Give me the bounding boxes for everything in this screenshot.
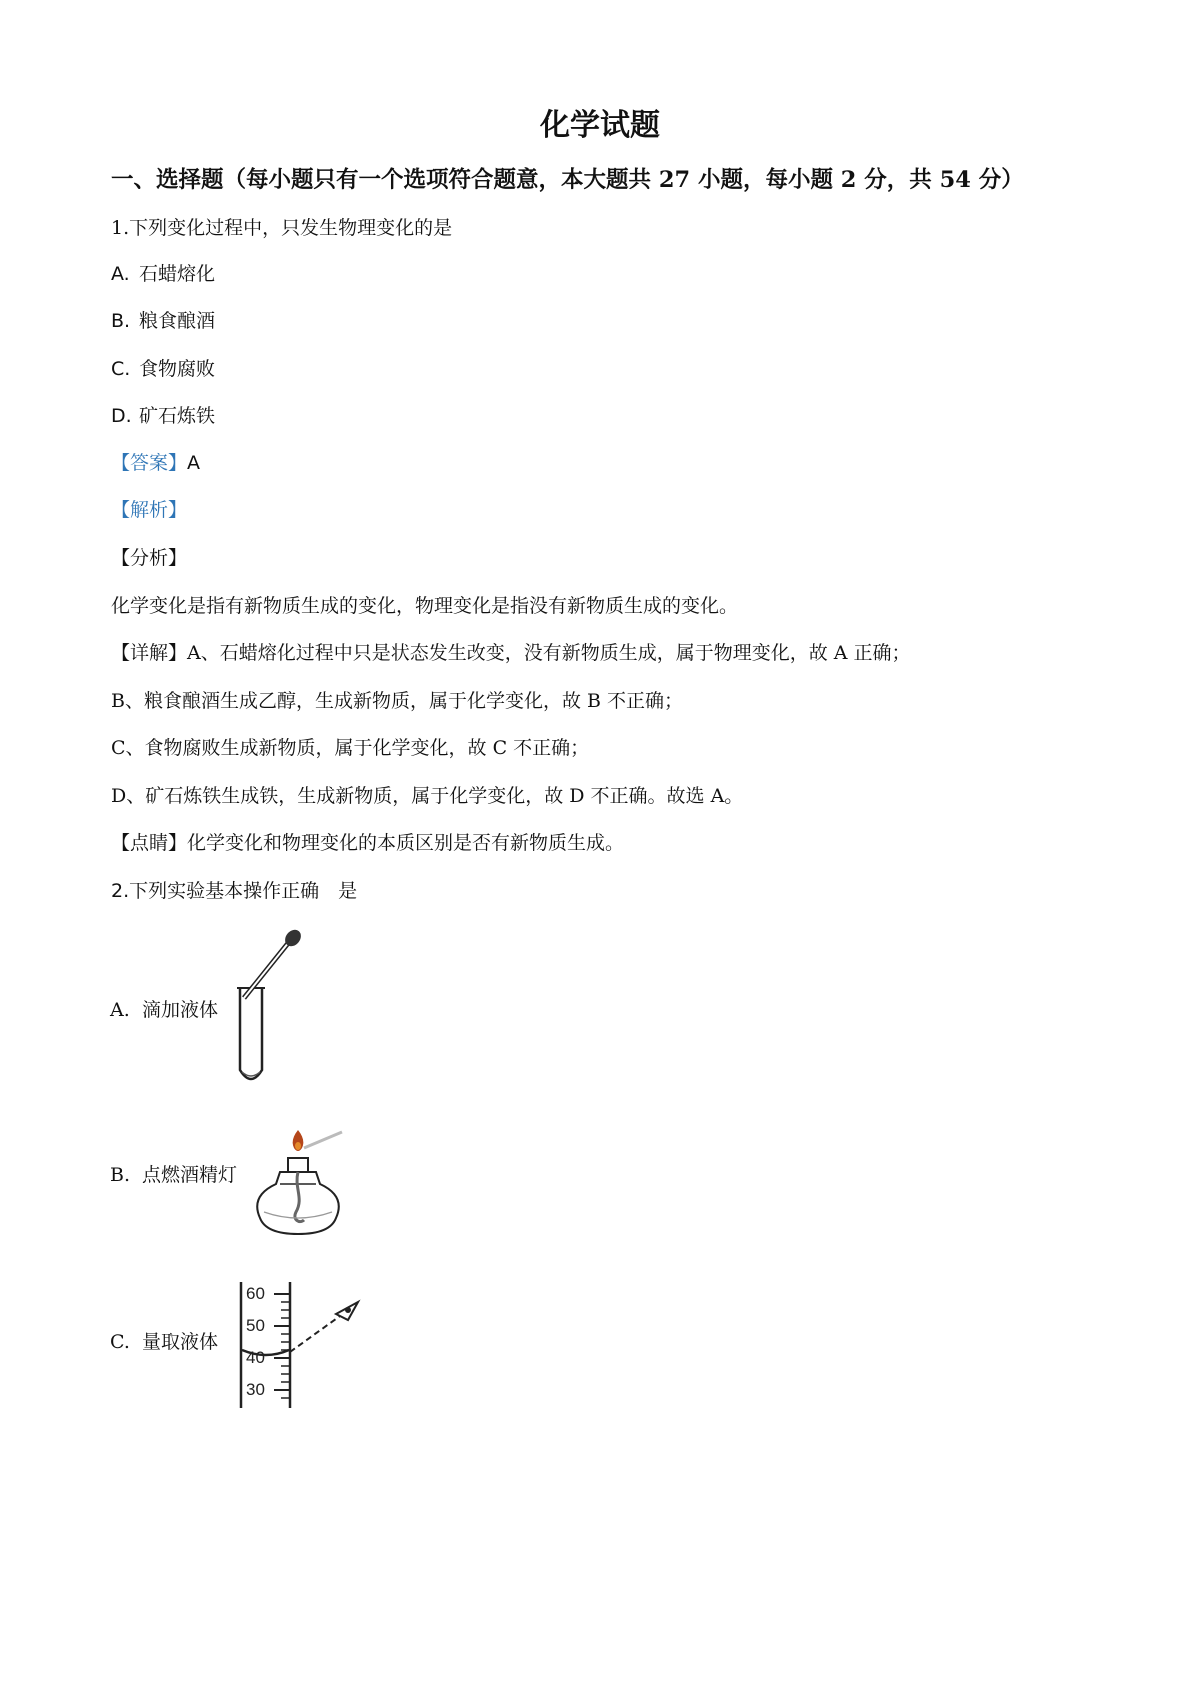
option-text: 石蜡熔化: [139, 263, 216, 285]
cylinder-tick-label: 40: [246, 1348, 265, 1367]
option-text: 矿石炼铁: [139, 405, 216, 427]
detail-tag: 【详解】: [111, 642, 188, 664]
graduated-cylinder-figure: [236, 1280, 376, 1410]
q1-fenxi-text: 化学变化是指有新物质生成的变化，物理变化是指没有新物质生成的变化。: [111, 595, 739, 617]
alcohol-lamp-figure: [250, 1128, 350, 1243]
cylinder-tick-label: 60: [246, 1284, 265, 1303]
q2-stem: 2.下列实验基本操作正确 是: [111, 880, 358, 902]
comment-text: 化学变化和物理变化的本质区别是否有新物质生成。: [187, 832, 625, 854]
dropper-test-tube-figure: [235, 930, 305, 1090]
option-label: D.: [111, 405, 132, 427]
q1-comment: [111, 831, 624, 855]
section-heading: 一、选择题（每小题只有一个选项符合题意，本大题共 27 小题，每小题 2 分，共 54 分）: [111, 167, 1024, 193]
option-label: B.: [110, 1164, 131, 1186]
option-label: C.: [110, 1331, 130, 1353]
option-text: 量取液体: [142, 1331, 219, 1353]
page-title: 化学试题: [540, 108, 660, 143]
q1-fenxi-tag: 【分析】: [111, 547, 188, 569]
answer-tag: 【答案】: [111, 452, 188, 474]
q1-detail-line-3: C、食物腐败生成新物质，属于化学变化，故 C 不正确；: [111, 737, 590, 759]
answer-value: A: [187, 452, 201, 474]
q1-option-d: [111, 404, 215, 428]
option-text: 滴加液体: [142, 999, 219, 1021]
comment-tag: 【点睛】: [111, 832, 188, 854]
q2-option-c: [110, 1330, 218, 1354]
q1-answer: [111, 451, 200, 475]
q1-stem: 1.下列变化过程中，只发生物理变化的是: [111, 217, 453, 239]
cylinder-tick-label: 30: [246, 1380, 265, 1399]
option-label: C.: [111, 358, 131, 380]
detail-text: A、石蜡熔化过程中只是状态发生改变，没有新物质生成，属于物理变化，故 A 正确；: [187, 642, 911, 664]
option-label: A.: [111, 263, 130, 285]
cylinder-tick-label: 50: [246, 1316, 265, 1335]
option-text: 食物腐败: [139, 358, 216, 380]
q1-option-c: [111, 357, 215, 381]
option-text: 点燃酒精灯: [142, 1164, 238, 1186]
option-text: 粮食酿酒: [139, 310, 216, 332]
option-label: A.: [110, 999, 130, 1021]
q2-option-a: [110, 998, 218, 1022]
q1-detail-line-1: [111, 641, 911, 665]
q1-detail-line-4: D、矿石炼铁生成铁，生成新物质，属于化学变化，故 D 不正确。故选 A。: [111, 785, 744, 807]
q2-option-b: [110, 1163, 237, 1187]
q1-analysis-tag: 【解析】: [111, 499, 188, 521]
q1-option-a: [111, 262, 215, 286]
option-label: B.: [111, 310, 131, 332]
q1-detail-line-2: B、粮食酿酒生成乙醇，生成新物质，属于化学变化，故 B 不正确；: [111, 690, 684, 712]
q1-option-b: [111, 309, 215, 333]
